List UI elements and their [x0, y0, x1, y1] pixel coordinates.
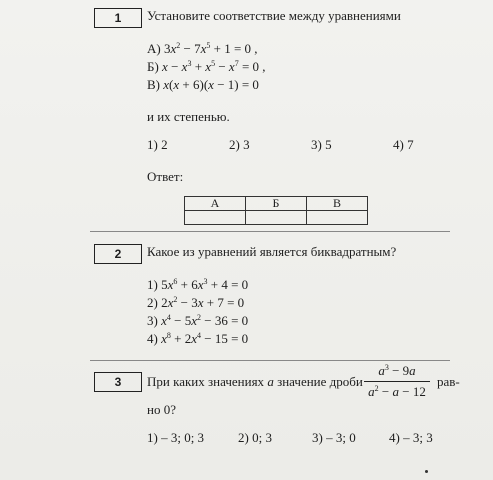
question-number-box: [94, 8, 142, 28]
question-number-box: [94, 372, 142, 392]
equation-a: А) $3x^2 - 7x^5 + 1 = 0$ ,: [147, 41, 258, 56]
equation-b: Б) $x - x^3 + x^5 - x^7 = 0$ ,: [147, 59, 266, 74]
answer-table: [184, 196, 368, 225]
question-number: 1: [114, 11, 122, 25]
question-text-line2: но 0?: [147, 402, 176, 417]
table-header-c: В: [307, 197, 368, 211]
divider: [90, 231, 450, 232]
question-number: 3: [114, 375, 122, 389]
question-text: Какое из уравнений является биквадратным?: [147, 244, 397, 259]
biquad-option-3: 3) $x^4 - 5x^2 - 36 = 0$: [147, 313, 249, 328]
equation-c: В) x(x + 6)(x − 1) = 0: [147, 77, 259, 92]
question-number-box: [94, 244, 142, 264]
question-number: 2: [114, 247, 122, 261]
answer-cell-b[interactable]: [246, 211, 307, 225]
answer-option: 1) – 3; 0; 3: [147, 430, 205, 445]
biquad-option-1: 1) $5x^6 + 6x^3 + 4 = 0$: [147, 277, 249, 292]
answer-label: Ответ:: [147, 169, 184, 184]
answer-option: 4) 7: [393, 137, 414, 152]
option-label: Б): [147, 59, 159, 74]
table-header-b: Б: [246, 197, 307, 211]
biquad-option-4: 4) $x^8 + 2x^4 - 15 = 0$: [147, 331, 249, 346]
answer-option: 4) – 3; 3: [389, 430, 433, 445]
variable-a: a: [267, 374, 274, 389]
answer-cell-a[interactable]: [185, 211, 246, 225]
option-label: 3): [147, 313, 158, 328]
option-label: В): [147, 77, 160, 92]
option-label: 4): [147, 331, 158, 346]
question-text: Установите соответствие между уравнениями: [147, 8, 401, 23]
option-label: А): [147, 41, 161, 56]
answer-option: 1) 2: [147, 137, 168, 152]
question-text-part: значение дроби: [277, 374, 363, 389]
fraction-numerator: $a^3 - 9a$: [378, 363, 416, 378]
option-label: 1): [147, 277, 158, 292]
subtext: и их степенью.: [147, 109, 230, 124]
fraction-denominator: $a^2 - a - 12$: [368, 384, 426, 399]
option-label: 2): [147, 295, 158, 310]
table-header-a: А: [185, 197, 246, 211]
answer-cell-c[interactable]: [307, 211, 368, 225]
answer-option: 3) 5: [311, 137, 332, 152]
divider: [90, 360, 450, 361]
question-text-part: При каких значениях: [147, 374, 265, 389]
answer-option: 2) 0; 3: [238, 430, 272, 445]
scan-speck: [425, 470, 428, 473]
question-text: [147, 374, 363, 389]
fraction-bar: [364, 381, 430, 382]
answer-option: 2) 3: [229, 137, 250, 152]
answer-option: 3) – 3; 0: [312, 430, 356, 445]
question-text-end: рав-: [437, 374, 460, 389]
biquad-option-2: 2) $2x^2 - 3x + 7 = 0$: [147, 295, 245, 310]
